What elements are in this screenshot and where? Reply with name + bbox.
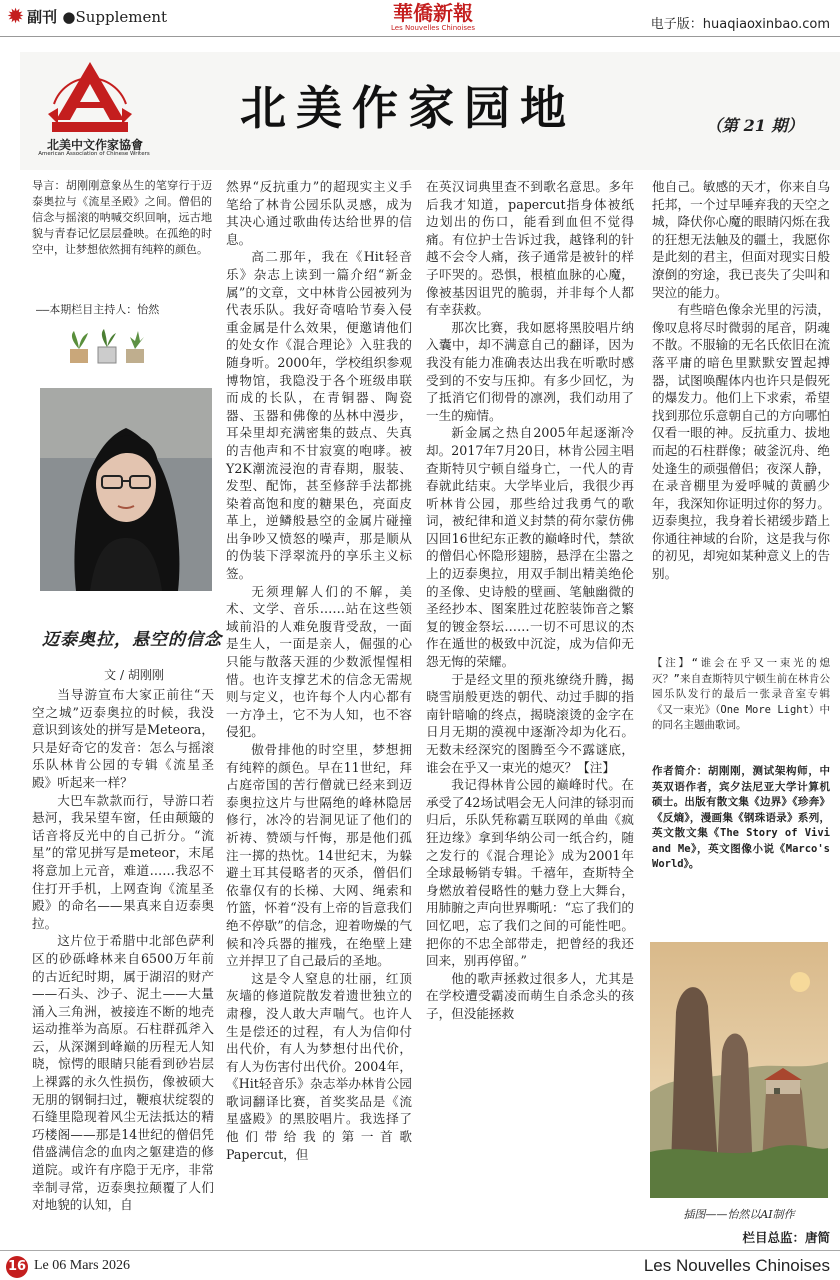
issue-date: Le 06 Mars 2026 xyxy=(34,1258,131,1273)
header-rule xyxy=(0,36,840,37)
paragraph: 有些暗色像余光里的污渍，像叹息将尽时微弱的尾音，阴魂不散。不服输的无名氏依旧在流落平庸的暗色里默默安置起搏器，试图唤醒体内也许只是假死的爆发力。他们上下求索，希望找到那位乐意朝自己的方向哪怕仅看一眼的神。反抗重力、拔地而起的石柱群像；破釜沉舟、绝处逢生的顽强僧侣；夜深人静，在录音棚里为爱呼喊的黄鹂少年，我深知你证明过你的努力。迈泰奥拉，我身着长裙缓步踏上你通往神域的台阶，这是我与你的初见，却宛如某种意义上的告别。 xyxy=(652,302,830,582)
column-editor: 栏目总监：唐简 xyxy=(742,1230,830,1245)
page-footer xyxy=(0,1252,840,1280)
intro-text xyxy=(32,178,212,258)
website-label: 电子版：huaqiaoxinbao.com xyxy=(650,17,830,32)
plants-icon xyxy=(66,327,148,365)
column-1 xyxy=(32,686,214,1214)
paragraph: 他自己。敏感的天才，你来自乌托邦，一个过早唾弃我的天空之城，降伏你心魔的眼睛闪烁在我的狂想无法触及的疆土，我愿你是此刻的君主，但面对现实日般潦倒的穷途，我已丧失了尖叫和哭泣的能力。 xyxy=(652,179,830,300)
byline: 文 / 胡刚刚 xyxy=(104,668,164,682)
illustration-meteora xyxy=(650,942,828,1198)
paragraph: 他的歌声拯救过很多人，尤其是在学校遭受霸凌而萌生自杀念头的孩子，但没能拯救 xyxy=(426,970,634,1021)
paragraph: 我记得林肯公园的巅峰时代。在承受了42场试唱会无人问津的铩羽而归后，乐队凭称霸互联网的单曲《疯狂边缘》拿到华纳公司一纸合约，随之发行的《混合理论》成为2001年全球最畅销专辑。千禧年，查斯特全身燃放着侵略性的魅力登上大舞台，用肺腑之声向世界嘶吼：“忘了我们的回忆吧，忘了我们之间的可能性吧。把你的不忠全部带走，把曾经的我还回来，别再停留。” xyxy=(426,777,634,969)
maple-leaf-icon: ✹ xyxy=(8,6,24,27)
section-label: ✹ 副刊 ●Supplement xyxy=(8,6,168,27)
paragraph: 于是经文里的预兆缭绕升腾，揭晓雪崩般更迭的朝代、动过手脚的指南针暗喻的终点，揭晓滚烫的金字在日月无期的漠视中逐渐冷却为化石。无数未经深究的图腾至今不露谜底，谁会在乎又一束光的熄灭？【注】 xyxy=(426,671,634,775)
column-4 xyxy=(652,178,830,583)
paragraph: 大巴车款款而行，导游口若悬河，我呆望车窗，任由颠簸的话音将反光中的自己折分。“流星”的常见拼写是meteor，末尾将意加上元音，难道……我忍不住打开手机，上网查询《流星圣殿》的命名——果真来自迈泰奥拉。 xyxy=(32,792,214,931)
page-number: 16 xyxy=(6,1256,28,1278)
section-name: 副刊 xyxy=(27,8,58,26)
author-bio: 作者简介：胡刚刚，测试架构师，中英双语作者，宾夕法尼亚大学计算机硕士。出版有散文集《边界》《珍奔》《反熵》，漫画集《钢珠语录》系列，英文散文集《The Story of Vivi and Me》，英文图像小说《Marco's World》。 xyxy=(652,765,830,870)
footer-rule xyxy=(0,1250,840,1251)
newspaper-logo xyxy=(378,2,488,32)
paragraph: 傲骨排他的时空里，梦想拥有纯粹的颜色。早在11世纪，拜占庭帝国的苦行僧就已经来到迈泰奥拉这片与世隔绝的峰林隐居修行，冰冷的岩洞见证了他们的祈祷、赞颂与忏悔，那是他们孤注一掷的热忱。14世纪末，为躲避土耳其侵略者的灭杀，僧侣们依靠仅有的长梯、大网、绳索和竹篮，怀着“没有上帝的旨意我们绝不停歇”的信念，迎着吻燥的气候和冷兵器的摧残，在绝壁上建立并捍卫了自己最后的圣地。 xyxy=(226,742,412,969)
paragraph: 无须理解人们的不解，美术、文学、音乐……站在这些领域前沿的人难免腹背受敌，一面是生人，一面是亲人，倔强的心只能与散落天涯的少数派惺惺相惜。也许支撑艺术的信念无需规则与定义，也许每个人内心都有一方净土，它不为人知，也不容侵犯。 xyxy=(226,583,412,740)
publication-name: Les Nouvelles Chinoises xyxy=(643,1256,830,1275)
paragraph: 新金属之热自2005年起逐渐冷却。2017年7月20日，林肯公园主唱查斯特贝宁顿自缢身亡，一代人的青春就此结束。大学毕业后，我很少再听林肯公园，那些给过我勇气的歌词，被纪律和道义封禁的荷尔蒙仿佛囚回16世纪东正教的巅峰时代，禁欲的僧侣心怀隐形翅膀，悬浮在尘嚣之上的迈泰奥拉，用双手制出精美绝伦的圣像、史诗般的壁画、笔触幽微的圣经抄本、图案胜过花腔装饰音之繁复的镀金祭坛……一切不可思议的杰作在遁世的极致中沉淀，成为信仰无怨无悔的荣耀。 xyxy=(426,425,634,670)
author-photo xyxy=(40,388,212,591)
intro-body: 导言：胡刚刚意象丛生的笔穿行于迈泰奥拉与《流星圣殿》之间。僧侣的信念与摇滚的呐喊交织回响，远古地貌与青春记忆层层叠映。在孤绝的时空中，让梦想依然拥有纯粹的颜色。 xyxy=(32,179,212,256)
paragraph: 这片位于希腊中北部色萨利区的砂砾峰林来自6500万年前的古近纪时期，属于湖沼的财产——石头、沙子、泥土——大量涌入三角洲，被接连不断的地壳运动推举为高原。石柱群孤斧入云，从深渊到峰巅的历程无人知晓，惊愕的眼睛只能看到砂岩层上裸露的永久性损伤，像被硕大无朋的钢铜扫过，鞭痕状绽裂的石缝里隐现着风尘无法抵达的精巧楼阁——那是14世纪的僧侣凭借盛满信念的血肉之躯建造的修道院。或许有序隐于无序，非常幸制寻常，迈泰奥拉颠覆了人们对地貌的认知，自 xyxy=(32,933,214,1213)
paragraph: 当导游宣布大家正前往“天空之城”迈泰奥拉的时候，我没意识到该处的拼写是Meteora，只是好奇它的发音：怎么与摇滚乐队林肯公园的专辑《流星圣殿》听起来一样？ xyxy=(32,687,214,790)
column-3 xyxy=(426,178,634,1023)
page-header xyxy=(0,0,840,38)
paragraph: 那次比赛，我如愿将黑胶唱片纳入囊中，却不满意自己的翻译，因为我没有能力准确表达出我在听歌时感受到的不安与压抑。有多少回忆，为了抵消它们彻骨的凛冽，我们动用了一生的痴情。 xyxy=(426,319,634,423)
association-name-en: American Association of Chinese Writers xyxy=(38,151,150,157)
association-logo xyxy=(44,58,136,138)
paper-name-cn: 華僑新報 xyxy=(393,1,473,25)
column-2 xyxy=(226,178,412,1163)
column-host: ——本期栏目主持人：怡然 xyxy=(36,303,160,316)
paragraph: 在英汉词典里查不到歌名意思。多年后我才知道，papercut指身体被纸边划出的伤口，能看到血但不觉得痛。有位护士告诉过我，越锋利的针越不会令人痛，孩子通常是被针的样子吓哭的。恐惧，根植血脉的心魔，像被基因诅咒的脆弱，并非每个人都有幸获救。 xyxy=(426,179,634,318)
page-title: 北美作家园地 xyxy=(240,81,576,135)
association-name-cn: 北美中文作家協會 xyxy=(46,138,143,152)
paragraph: 然界“反抗重力”的超现实主义手笔给了林肯公园乐队灵感，成为其决心通过歌曲传达给世界的信息。 xyxy=(226,179,412,247)
paragraph: 高二那年，我在《Hit轻音乐》杂志上读到一篇介绍“新金属”的文章，文中林肯公园被列为代表乐队。我好奇嘻哈节奏入侵重金属是什么效果，便邀请他们的处女作《混合理论》入驻我的随身听。2000年，学校组织参观博物馆，我隐没于各个班级串联而成的长队，在青铜器、陶瓷器、玉器和佛像的丛林中漫步，耳朵里却充满密集的鼓点、失真的吉他声和不甘寂寞的咆哮。被Y2K潮流浸泡的青春期，服装、发型、配饰，甚至修辞手法都挑染着高饱和度的糖果色，亮面皮革上，逆鳞般悬空的金属片碰撞出争吵又愤怒的噪声，那是顺从的伪装下浮翠流丹的享乐主义标签。 xyxy=(226,249,412,582)
supplement-label: Supplement xyxy=(75,8,168,26)
paper-name-fr: Les Nouvelles Chinoises xyxy=(391,24,475,32)
issue-number: （第 21 期） xyxy=(706,116,804,135)
story-title: 迈泰奥拉，悬空的信念 xyxy=(42,630,222,650)
figure-caption: 插图——怡然以AI制作 xyxy=(683,1208,795,1221)
footnote: 【注】“谁会在乎又一束光的熄灭？”来自查斯特贝宁顿生前在林肯公园乐队发行的最后一张录音室专辑《又一束光》（One More Light）中的同名主题曲歌词。 xyxy=(652,657,830,731)
paragraph: 这是令人窒息的壮丽，红顶灰墙的修道院散发着遗世独立的肃穆，没人敢大声喘气。也许人生是偿还的过程，有人为信仰付出代价，有人为梦想付出代价，有人为伤害付出代价。2004年，《Hit轻音乐》杂志举办林肯公园歌词翻译比赛，首奖奖品是《流星盛殿》的黑胶唱片。我选择了他们带给我的第一首歌Papercut，但 xyxy=(226,970,412,1162)
